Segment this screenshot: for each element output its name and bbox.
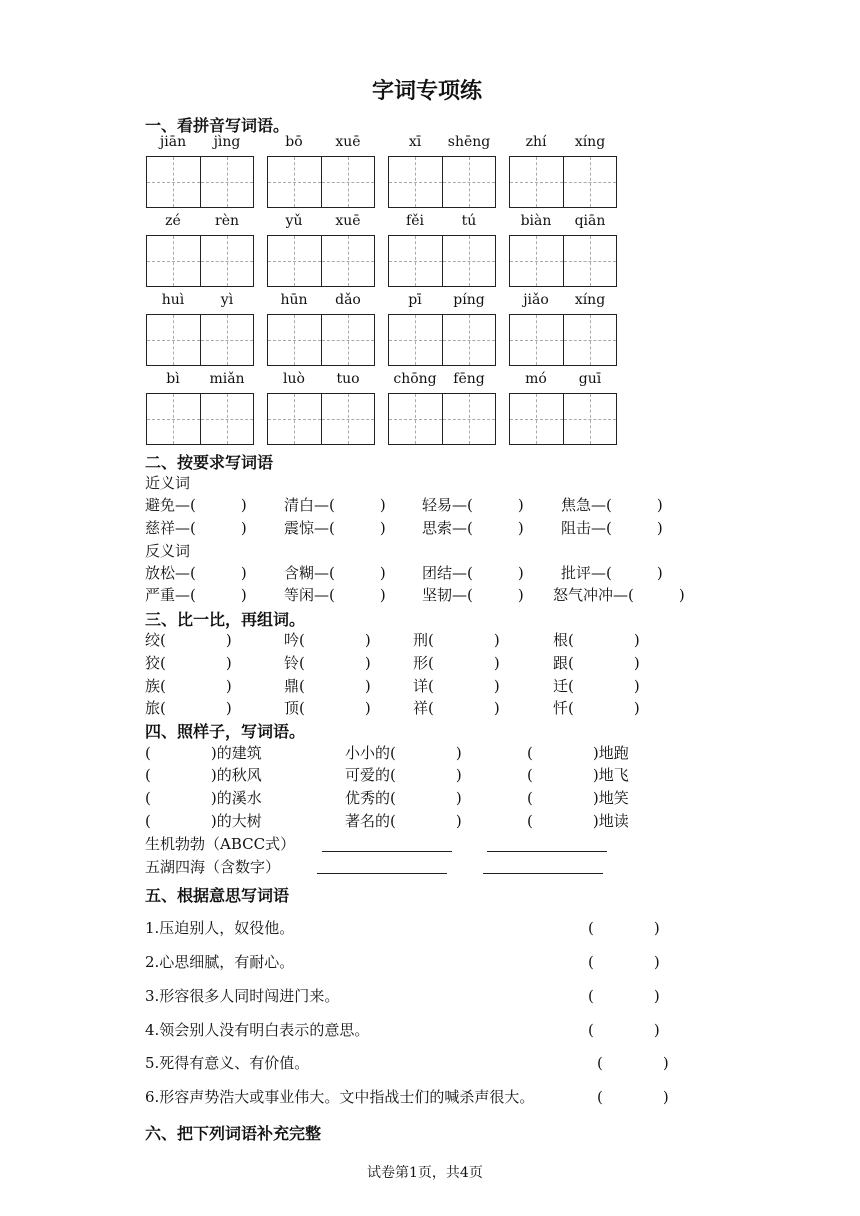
compare-item[interactable]: 吟( ) xyxy=(284,631,371,649)
section-3-heading: 三、比一比，再组词。 xyxy=(145,610,306,629)
compare-item[interactable]: 形( ) xyxy=(413,654,500,672)
pattern-item[interactable]: 小小的( ) xyxy=(345,744,462,762)
antonym-item[interactable]: 坚韧—( ) xyxy=(422,586,524,604)
grid-cell[interactable] xyxy=(389,394,442,444)
pattern-item[interactable]: ( )的溪水 xyxy=(145,789,262,807)
pinyin-label: miǎn xyxy=(209,371,245,387)
pinyin-label: tú xyxy=(461,213,477,229)
pinyin-label: fěi xyxy=(406,213,424,229)
pinyin-label: yì xyxy=(220,292,234,308)
page-title: 字词专项练 xyxy=(372,79,483,104)
compare-item[interactable]: 旅( ) xyxy=(145,699,232,717)
pattern-item[interactable]: 著名的( ) xyxy=(345,812,462,830)
grid-cell[interactable] xyxy=(268,236,321,286)
meaning-item: 3.形容很多人同时闯进门来。 xyxy=(145,987,340,1005)
pattern-item[interactable]: ( )的大树 xyxy=(145,812,262,830)
compare-item[interactable]: 迁( ) xyxy=(553,677,640,695)
antonym-item[interactable]: 严重—( ) xyxy=(145,586,247,604)
grid-cell[interactable] xyxy=(510,236,563,286)
pinyin-label: qiān xyxy=(574,213,606,229)
grid-cell[interactable] xyxy=(563,236,616,286)
answer-line[interactable] xyxy=(487,851,607,852)
answer-line[interactable] xyxy=(322,851,452,852)
compare-item[interactable]: 根( ) xyxy=(553,631,640,649)
page-footer: 试卷第1页，共4页 xyxy=(367,1165,483,1181)
pinyin-label: rèn xyxy=(215,213,239,229)
grid-cell[interactable] xyxy=(389,236,442,286)
writing-grid[interactable] xyxy=(509,314,617,366)
answer-blank[interactable]: ( ) xyxy=(588,987,660,1005)
synonym-item[interactable]: 轻易—( ) xyxy=(422,496,524,514)
pinyin-label: xuē xyxy=(335,134,361,150)
writing-grid[interactable] xyxy=(388,235,496,287)
antonym-item[interactable]: 怒气冲冲—( ) xyxy=(553,586,685,604)
pinyin-label: guī xyxy=(578,371,602,387)
pinyin-label: hūn xyxy=(280,292,308,308)
pinyin-label: jìng xyxy=(213,134,241,150)
pinyin-label: pī xyxy=(408,292,422,308)
section-4-heading: 四、照样子，写词语。 xyxy=(145,722,306,741)
grid-cell[interactable] xyxy=(268,315,321,365)
grid-cell[interactable] xyxy=(442,315,495,365)
answer-line[interactable] xyxy=(483,873,603,874)
grid-cell[interactable] xyxy=(510,394,563,444)
grid-cell[interactable] xyxy=(563,157,616,207)
pinyin-label: bì xyxy=(166,371,180,387)
grid-cell[interactable] xyxy=(563,394,616,444)
synonym-item[interactable]: 慈祥—( ) xyxy=(145,519,247,537)
compare-item[interactable]: 狡( ) xyxy=(145,654,232,672)
pattern-item[interactable]: ( )地跑 xyxy=(527,744,629,762)
compare-item[interactable]: 族( ) xyxy=(145,677,232,695)
pattern-item[interactable]: ( )地飞 xyxy=(527,766,629,784)
antonym-item[interactable]: 放松—( ) xyxy=(145,564,247,582)
grid-cell[interactable] xyxy=(510,315,563,365)
compare-item[interactable]: 鼎( ) xyxy=(284,677,371,695)
pinyin-label: zé xyxy=(165,213,181,229)
pinyin-label: mó xyxy=(525,371,547,387)
compare-item[interactable]: 祥( ) xyxy=(413,699,500,717)
grid-cell[interactable] xyxy=(147,315,200,365)
grid-cell[interactable] xyxy=(321,236,374,286)
compare-item[interactable]: 详( ) xyxy=(413,677,500,695)
pinyin-label: tuo xyxy=(336,371,360,387)
pinyin-label: chōng xyxy=(393,371,437,387)
grid-cell[interactable] xyxy=(389,315,442,365)
grid-cell[interactable] xyxy=(200,157,253,207)
writing-grid[interactable] xyxy=(388,393,496,445)
grid-cell[interactable] xyxy=(268,394,321,444)
pattern-item[interactable]: 可爱的( ) xyxy=(345,766,462,784)
section-1-heading: 一、看拼音写词语。 xyxy=(145,116,290,135)
antonym-item[interactable]: 批评—( ) xyxy=(561,564,663,582)
writing-grid[interactable] xyxy=(267,393,375,445)
pattern-item[interactable]: ( )的秋风 xyxy=(145,766,262,784)
synonym-item[interactable]: 避免—( ) xyxy=(145,496,247,514)
synonym-item[interactable]: 震惊—( ) xyxy=(284,519,386,537)
pinyin-label: shēng xyxy=(447,134,491,150)
pinyin-label: xuē xyxy=(335,213,361,229)
pinyin-label: xī xyxy=(408,134,422,150)
grid-cell[interactable] xyxy=(563,315,616,365)
synonym-item[interactable]: 焦急—( ) xyxy=(561,496,663,514)
compare-item[interactable]: 绞( ) xyxy=(145,631,232,649)
pinyin-label: jiǎo xyxy=(523,292,549,308)
answer-blank[interactable]: ( ) xyxy=(588,953,660,971)
grid-cell[interactable] xyxy=(147,394,200,444)
answer-blank[interactable]: ( ) xyxy=(597,1054,669,1072)
antonym-item[interactable]: 含糊—( ) xyxy=(284,564,386,582)
section-2-heading: 二、按要求写词语 xyxy=(145,453,274,472)
synonym-label: 近义词 xyxy=(145,474,191,492)
writing-grid[interactable] xyxy=(267,314,375,366)
grid-cell[interactable] xyxy=(147,236,200,286)
writing-grid[interactable] xyxy=(146,393,254,445)
meaning-item: 5.死得有意义、有价值。 xyxy=(145,1054,310,1072)
answer-blank[interactable]: ( ) xyxy=(597,1088,669,1106)
antonym-item[interactable]: 等闲—( ) xyxy=(284,586,386,604)
answer-blank[interactable]: ( ) xyxy=(588,1021,660,1039)
synonym-item[interactable]: 清白—( ) xyxy=(284,496,386,514)
section-6-heading: 六、把下列词语补充完整 xyxy=(145,1124,322,1143)
pinyin-label: bō xyxy=(285,134,303,150)
compare-item[interactable]: 铃( ) xyxy=(284,654,371,672)
grid-cell[interactable] xyxy=(321,157,374,207)
pattern-item[interactable]: ( )的建筑 xyxy=(145,744,262,762)
pinyin-label: zhí xyxy=(525,134,547,150)
synonym-item[interactable]: 阻击—( ) xyxy=(561,519,663,537)
writing-grid[interactable] xyxy=(146,314,254,366)
pinyin-label: píng xyxy=(453,292,485,308)
writing-grid[interactable] xyxy=(509,393,617,445)
answer-line[interactable] xyxy=(317,873,447,874)
pattern-item[interactable]: ( )地读 xyxy=(527,812,629,830)
writing-grid[interactable] xyxy=(388,156,496,208)
answer-blank[interactable]: ( ) xyxy=(588,919,660,937)
grid-cell[interactable] xyxy=(200,394,253,444)
grid-cell[interactable] xyxy=(442,157,495,207)
pinyin-label: luò xyxy=(283,371,305,387)
antonym-item[interactable]: 团结—( ) xyxy=(422,564,524,582)
pattern-item[interactable]: 优秀的( ) xyxy=(345,789,462,807)
compare-item[interactable]: 跟( ) xyxy=(553,654,640,672)
meaning-item: 2.心思细腻，有耐心。 xyxy=(145,953,295,971)
meaning-item: 6.形容声势浩大或事业伟大。文中指战士们的喊杀声很大。 xyxy=(145,1088,535,1106)
meaning-item: 4.领会别人没有明白表示的意思。 xyxy=(145,1021,370,1039)
writing-grid[interactable] xyxy=(509,235,617,287)
grid-cell[interactable] xyxy=(321,394,374,444)
synonym-item[interactable]: 思索—( ) xyxy=(422,519,524,537)
grid-cell[interactable] xyxy=(389,157,442,207)
grid-cell[interactable] xyxy=(268,157,321,207)
section-5-heading: 五、根据意思写词语 xyxy=(145,886,290,905)
grid-cell[interactable] xyxy=(510,157,563,207)
pinyin-label: dǎo xyxy=(335,292,361,308)
pattern-item[interactable]: ( )地笑 xyxy=(527,789,629,807)
pinyin-label: yǔ xyxy=(285,213,303,229)
grid-cell[interactable] xyxy=(442,236,495,286)
antonym-label: 反义词 xyxy=(145,542,191,560)
pinyin-label: xíng xyxy=(574,134,606,150)
writing-grid[interactable] xyxy=(146,235,254,287)
grid-cell[interactable] xyxy=(200,315,253,365)
pinyin-label: fēng xyxy=(453,371,485,387)
compare-item[interactable]: 刑( ) xyxy=(413,631,500,649)
grid-cell[interactable] xyxy=(200,236,253,286)
number-prompt: 五湖四海（含数字） xyxy=(145,858,281,876)
grid-cell[interactable] xyxy=(147,157,200,207)
writing-grid[interactable] xyxy=(146,156,254,208)
writing-grid[interactable] xyxy=(388,314,496,366)
writing-grid[interactable] xyxy=(267,156,375,208)
compare-item[interactable]: 忏( ) xyxy=(553,699,640,717)
meaning-item: 1.压迫别人，奴役他。 xyxy=(145,919,295,937)
grid-cell[interactable] xyxy=(442,394,495,444)
compare-item[interactable]: 顶( ) xyxy=(284,699,371,717)
grid-cell[interactable] xyxy=(321,315,374,365)
pinyin-label: xíng xyxy=(574,292,606,308)
pinyin-label: jiān xyxy=(159,134,187,150)
abcc-prompt: 生机勃勃（ABCC式） xyxy=(145,835,296,853)
pinyin-label: biàn xyxy=(520,213,552,229)
pinyin-label: huì xyxy=(161,292,185,308)
writing-grid[interactable] xyxy=(509,156,617,208)
writing-grid[interactable] xyxy=(267,235,375,287)
